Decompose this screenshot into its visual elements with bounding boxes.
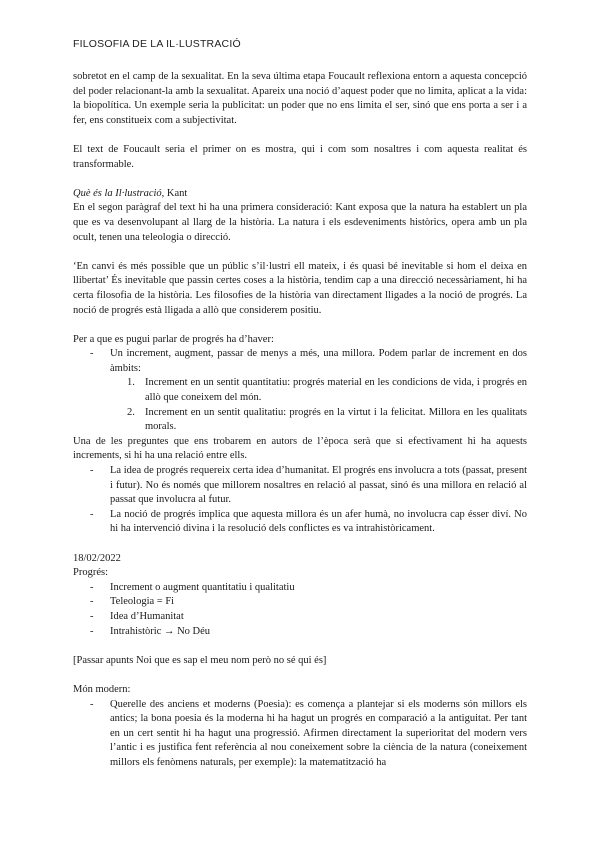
paragraph-kant-quote: ‘En canvi és més possible que un públic s’il·lustri ell mateix, i és quasi bé inevitable si hom el deixa en llibertat’ És inevitable que passin certes coses a la història, tendim cap a una direcció necessàriament, hi ha certa filosofia de la història. Les filosofies de la història van directament lligades a la noció de progrés. La noció de progrés està lligada a allò que considerem positiu. — [73, 260, 527, 316]
list-item: - La noció de progrés implica que aquesta millora és un afer humà, no involucra cap ésser diví. No hi ha intervenció divina i la resolució dels conflictes es va intrahistòricament. — [73, 508, 527, 537]
modern-world-list — [73, 698, 527, 771]
list-item — [110, 376, 527, 405]
bracket-note: [Passar apunts Noi que es sap el meu nom però no sé qui és] — [73, 654, 327, 666]
section-title-italic: Què és la Il·lustració — [73, 187, 162, 199]
list-item-text: Increment en un sentit quantitatiu: progrés material en les condicions de vida, i progrés en allò que coneixem del món. — [145, 377, 527, 404]
paragraph-foucault-text: El text de Foucault seria el primer on es mostra, qui i com som nosaltres i com aquesta realitat és transformable. — [73, 143, 527, 170]
list-item: - Un increment, augment, passar de menys a més, una millora. Podem parlar de increment en dos àmbits: — [73, 347, 527, 376]
list-item: - Intrahistòric → No Déu — [73, 625, 527, 640]
progress-ideas-list — [73, 464, 527, 537]
list-item: - Teleologia = Fi — [73, 595, 527, 610]
progress-conditions-list — [73, 347, 527, 376]
section-title-kant — [73, 187, 527, 202]
document-header: FILOSOFIA DE LA IL·LUSTRACIÓ — [73, 38, 241, 50]
list-item: - La idea de progrés requereix certa idea d’humanitat. El progrés ens involucra a tots (passat, present i futur). No és només que millorem nosaltres en relació al passat, sinó és una millora en relació al passat que involucra al futur. — [73, 464, 527, 508]
increment-types-list — [110, 376, 527, 434]
list-number: 1. — [127, 377, 135, 389]
list-item: - Idea d’Humanitat — [73, 610, 527, 625]
paragraph-authors-question: Una de les preguntes que ens trobarem en autors de l’època serà que si efectivament hi ha aquests increments, si hi ha una relació entre ells. — [73, 435, 527, 462]
document-body — [73, 70, 527, 771]
paragraph-progress-intro: Per a que es pugui parlar de progrés ha d’haver: — [73, 333, 274, 345]
paragraph-kant-nature: En el segon paràgraf del text hi ha una primera consideració: Kant exposa que la natura ha establert un pla que es va desenvolupant al llarg de la història. La natura i els esdeveniments històrics, opera amb un pla ocult, tenen una teleologia o direcció. — [73, 202, 527, 243]
progres-label: Progrés: — [73, 567, 108, 579]
mon-modern-label: Món modern: — [73, 683, 131, 695]
date-heading: 18/02/2022 — [73, 552, 121, 564]
list-item-text: Increment en un sentit qualitatiu: progrés en la virtut i la felicitat. Millora en les qualitats morals. — [145, 406, 527, 433]
section-title-author: , Kant — [161, 187, 188, 199]
list-number: 2. — [127, 406, 135, 418]
list-item: - Increment o augment quantitatiu i qualitatiu — [73, 581, 527, 596]
paragraph-foucault-biopolitics: sobretot en el camp de la sexualitat. En la seva última etapa Foucault reflexiona entorn a aquesta concepció del poder relacionant-la amb la sexualitat. Apareix una noció d’aquest poder que no limita, aplicat a la vida: la biopolítica. Un exemple seria la publicitat: un poder que no ens limita el ser, sinó que ens porta a ser i a fer, ens constitueix com a subjectivitat. — [73, 71, 527, 126]
progress-summary-list — [73, 581, 527, 639]
list-item: - Querelle des anciens et moderns (Poesia): es comença a plantejar si els moderns són millors els antics; la bona poesia és la moderna hi ha hagut un progrés en comparació a la antiguitat. Per tant en un cert sentit hi ha hagut una progressió. Afirmen directament la superioritat del modern vers l’antic i es justifica fent referència al nou coneixement sobre la ciència de la natura (coneixement millors els fenòmens naturals, per exemple): la matematització ha — [73, 698, 527, 771]
list-item — [110, 406, 527, 435]
